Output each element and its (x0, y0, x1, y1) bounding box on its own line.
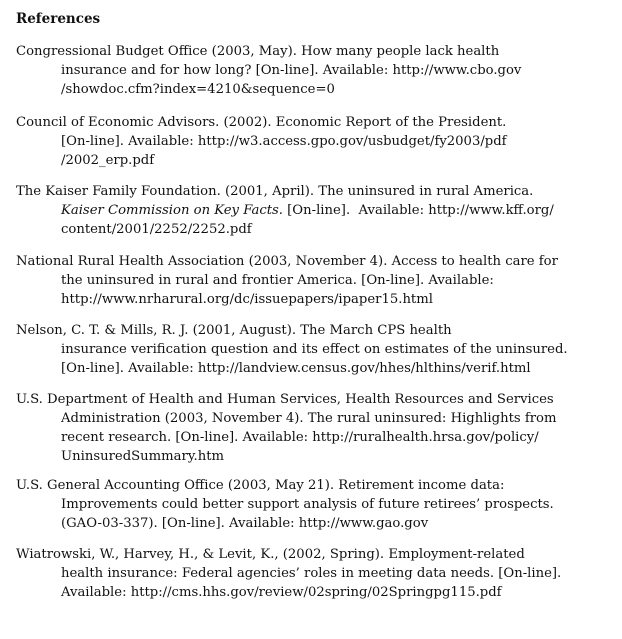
reference-line (61, 202, 554, 220)
reference-line: U.S. Department of Health and Human Services, Health Resources and Services (16, 392, 554, 407)
reference-line: Congressional Budget Office (2003, May). How many people lack health (16, 44, 500, 59)
reference-line: http://www.nrharural.org/dc/issuepapers/ipaper15.html (61, 292, 433, 307)
reference-line: U.S. General Accounting Office (2003, May 21). Retirement income data: (16, 478, 505, 493)
reference-line: National Rural Health Association (2003, November 4). Access to health care for (16, 254, 558, 269)
reference-line: Administration (2003, November 4). The rural uninsured: Highlights from (61, 411, 557, 426)
reference-line: insurance verification question and its effect on estimates of the uninsured. (61, 342, 568, 357)
reference-line: Wiatrowski, W., Harvey, H., & Levit, K., (2002, Spring). Employment-related (16, 547, 525, 562)
reference-line: The Kaiser Family Foundation. (2001, April). The uninsured in rural America. (16, 184, 534, 199)
reference-line: recent research. [On-line]. Available: http://ruralhealth.hrsa.gov/policy/ (61, 430, 539, 445)
reference-line: /2002_erp.pdf (61, 153, 155, 168)
reference-line: health insurance: Federal agencies’ roles in meeting data needs. [On-line]. (61, 566, 562, 581)
reference-line: UninsuredSummary.htm (61, 449, 225, 464)
references-heading: References (16, 11, 101, 27)
reference-line: (GAO-03-337). [On-line]. Available: http://www.gao.gov (61, 516, 429, 531)
reference-line: Improvements could better support analysis of future retirees’ prospects. (61, 497, 554, 512)
reference-line: insurance and for how long? [On-line]. Available: http://www.cbo.gov (61, 63, 522, 78)
reference-line: /showdoc.cfm?index=4210&sequence=0 (61, 82, 335, 97)
reference-line: the uninsured in rural and frontier America. [On-line]. Available: (61, 273, 494, 288)
reference-line: Council of Economic Advisors. (2002). Economic Report of the President. (16, 115, 507, 130)
reference-line: Nelson, C. T. & Mills, R. J. (2001, August). The March CPS health (16, 323, 452, 338)
reference-line: [On-line]. Available: http://landview.census.gov/hhes/hlthins/verif.html (61, 361, 531, 376)
journal-title: Kaiser Commission on Key Facts. (61, 203, 283, 218)
reference-line-rest: [On-line]. Available: http://www.kff.org/ (282, 203, 554, 218)
reference-line: [On-line]. Available: http://w3.access.gpo.gov/usbudget/fy2003/pdf (61, 134, 507, 149)
reference-line: content/2001/2252/2252.pdf (61, 222, 252, 237)
reference-line: Available: http://cms.hhs.gov/review/02spring/02Springpg115.pdf (61, 585, 502, 600)
